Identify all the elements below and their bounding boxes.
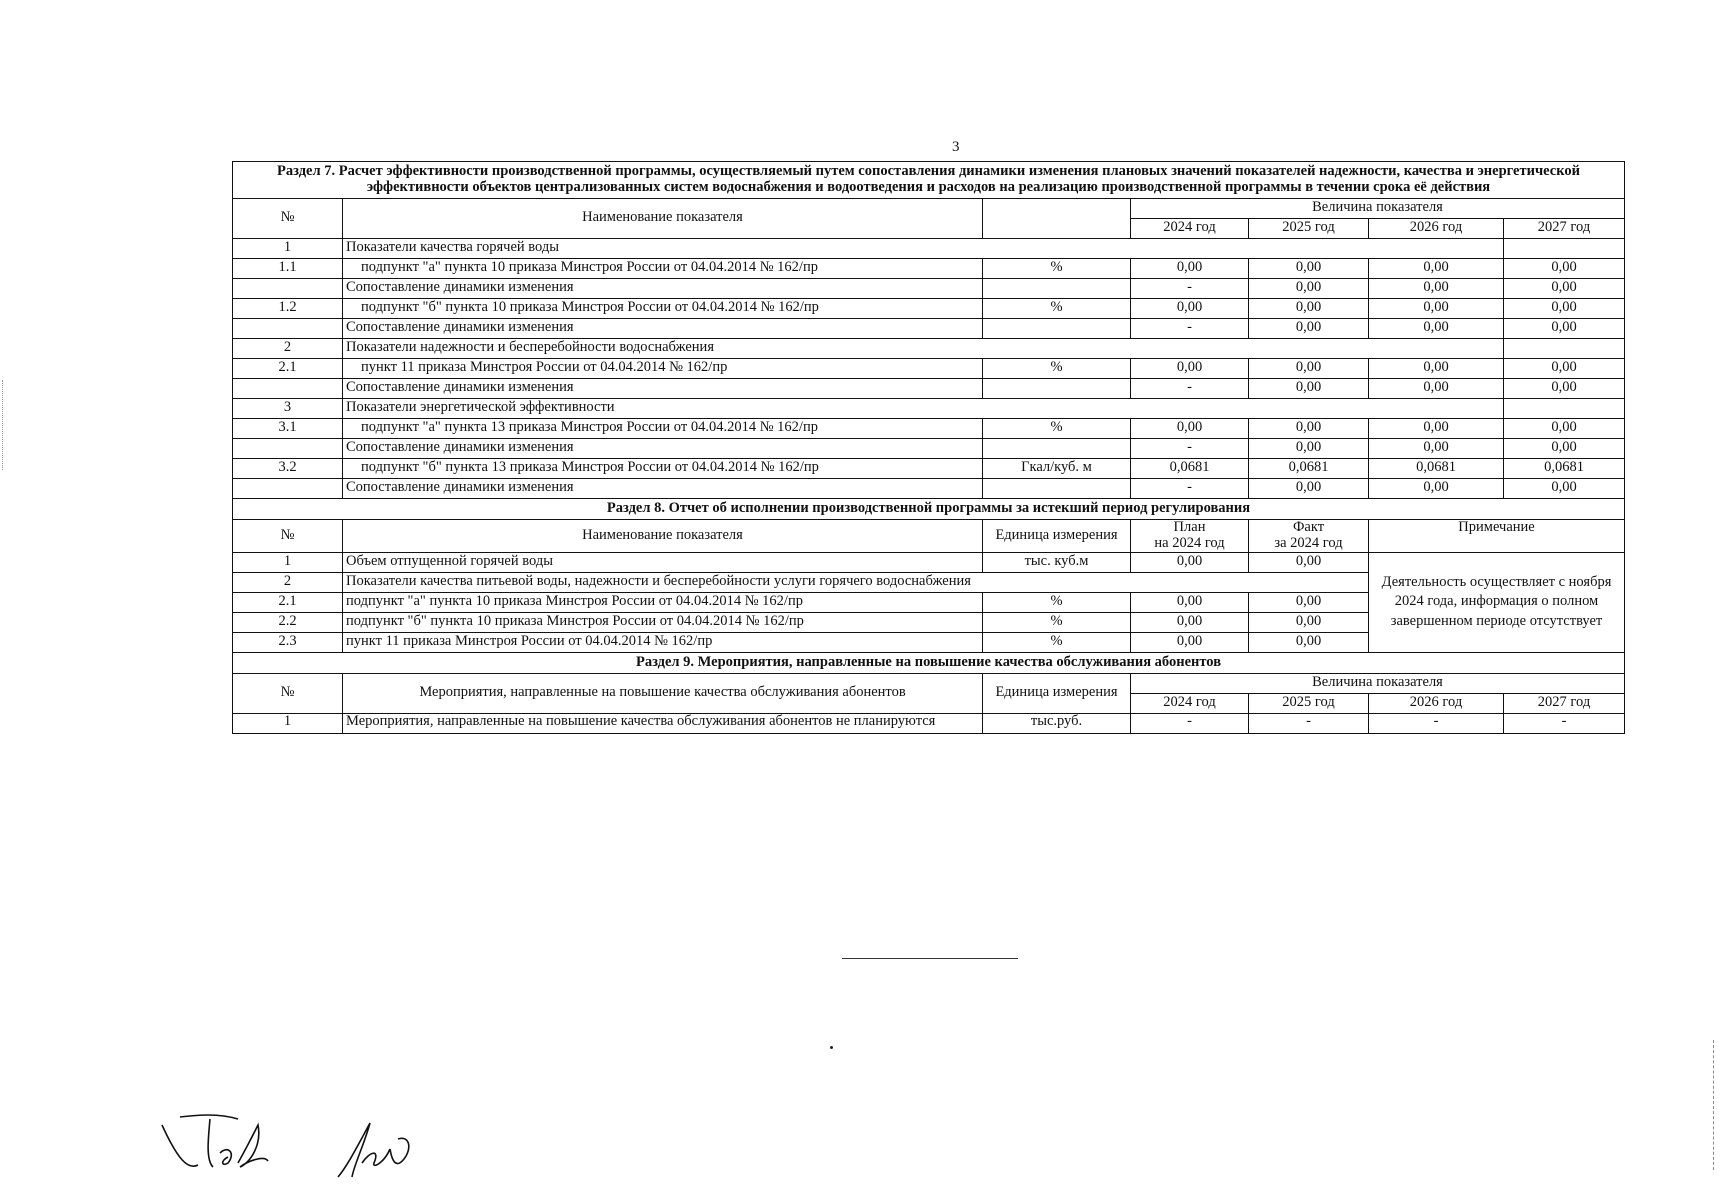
row-num bbox=[233, 378, 343, 398]
section7-title-row bbox=[233, 162, 1625, 199]
plan-cell: 0,00 bbox=[1131, 632, 1249, 652]
group-name: Показатели энергетической эффективности bbox=[343, 398, 1504, 418]
value-cell: 0,00 bbox=[1249, 278, 1369, 298]
value-cell: 0,00 bbox=[1504, 278, 1625, 298]
group-name: Показатели качества питьевой воды, надежности и бесперебойности услуги горячего водоснабжения bbox=[343, 572, 1369, 592]
col-header-name: Мероприятия, направленные на повышение качества обслуживания абонентов bbox=[343, 673, 983, 713]
row-num: 2.1 bbox=[233, 592, 343, 612]
value-cell: 0,00 bbox=[1131, 298, 1249, 318]
value-cell: 0,00 bbox=[1369, 478, 1504, 498]
row-unit: тыс.руб. bbox=[983, 713, 1131, 733]
value-cell bbox=[1504, 398, 1625, 418]
row-name: пункт 11 приказа Минстроя России от 04.04.2014 № 162/пр bbox=[343, 358, 983, 378]
col-header-value: Величина показателя bbox=[1131, 198, 1625, 218]
row-name: подпункт "а" пункта 13 приказа Минстроя России от 04.04.2014 № 162/пр bbox=[343, 418, 983, 438]
signature-1 bbox=[162, 1115, 268, 1167]
value-cell: 0,00 bbox=[1369, 438, 1504, 458]
row-name: Мероприятия, направленные на повышение качества обслуживания абонентов не планируются bbox=[343, 713, 983, 733]
stray-dot bbox=[830, 1046, 833, 1049]
value-cell: 0,00 bbox=[1504, 318, 1625, 338]
value-cell bbox=[1504, 338, 1625, 358]
value-cell: 0,00 bbox=[1504, 358, 1625, 378]
row-unit: % bbox=[983, 418, 1131, 438]
group-name: Показатели надежности и бесперебойности водоснабжения bbox=[343, 338, 1504, 358]
col-header-name: Наименование показателя bbox=[343, 198, 983, 238]
fact-cell: 0,00 bbox=[1249, 612, 1369, 632]
row-num: 1 bbox=[233, 552, 343, 572]
value-cell: - bbox=[1131, 378, 1249, 398]
section8-title: Раздел 8. Отчет об исполнении производственной программы за истекший период регулирования bbox=[233, 498, 1625, 519]
row-name: подпункт "а" пункта 10 приказа Минстроя России от 04.04.2014 № 162/пр bbox=[343, 258, 983, 278]
value-cell: - bbox=[1131, 438, 1249, 458]
col-header-value: Величина показателя bbox=[1131, 673, 1625, 693]
value-cell: 0,00 bbox=[1504, 378, 1625, 398]
value-cell: 0,00 bbox=[1504, 478, 1625, 498]
value-cell: 0,00 bbox=[1504, 418, 1625, 438]
year-header: 2025 год bbox=[1249, 218, 1369, 238]
end-divider bbox=[842, 958, 1018, 959]
value-cell: 0,00 bbox=[1249, 378, 1369, 398]
value-cell: 0,00 bbox=[1504, 298, 1625, 318]
row-name: Сопоставление динамики изменения bbox=[343, 378, 983, 398]
header-line: Факт bbox=[1292, 519, 1325, 535]
row-unit bbox=[983, 378, 1131, 398]
row-num: 3.1 bbox=[233, 418, 343, 438]
value-cell: 0,00 bbox=[1249, 298, 1369, 318]
row-name: подпункт "б" пункта 10 приказа Минстроя России от 04.04.2014 № 162/пр bbox=[343, 298, 983, 318]
section9-title: Раздел 9. Мероприятия, направленные на повышение качества обслуживания абонентов bbox=[233, 652, 1625, 673]
table-row bbox=[233, 278, 1625, 298]
row-unit: Гкал/куб. м bbox=[983, 458, 1131, 478]
page-number: 3 bbox=[952, 139, 960, 155]
value-cell: - bbox=[1131, 478, 1249, 498]
section8-header-row bbox=[233, 519, 1625, 552]
year-header: 2026 год bbox=[1369, 218, 1504, 238]
table-row bbox=[233, 552, 1625, 572]
year-header: 2024 год bbox=[1131, 693, 1249, 713]
row-name: подпункт "а" пункта 10 приказа Минстроя России от 04.04.2014 № 162/пр bbox=[343, 592, 983, 612]
section7-title: Раздел 7. Расчет эффективности производственной программы, осуществляемый путем сопоставления динамики изменения плановых значений показателей надежности, качества и энергетической эффективности объектов централизованных систем водоснабжения и водоотведения и расходов на реализацию производственной программы в течении срока её действия bbox=[233, 162, 1625, 199]
row-unit bbox=[983, 438, 1131, 458]
row-num: 1.1 bbox=[233, 258, 343, 278]
row-name: Сопоставление динамики изменения bbox=[343, 318, 983, 338]
row-unit: % bbox=[983, 632, 1131, 652]
handwritten-signatures bbox=[158, 1105, 458, 1185]
value-cell: 0,00 bbox=[1369, 278, 1504, 298]
value-cell: 0,0681 bbox=[1131, 458, 1249, 478]
fact-cell: 0,00 bbox=[1249, 592, 1369, 612]
value-cell: 0,00 bbox=[1249, 258, 1369, 278]
row-name: подпункт "б" пункта 10 приказа Минстроя России от 04.04.2014 № 162/пр bbox=[343, 612, 983, 632]
row-num: 2 bbox=[233, 572, 343, 592]
row-unit: % bbox=[983, 592, 1131, 612]
value-cell: 0,00 bbox=[1249, 438, 1369, 458]
row-num bbox=[233, 318, 343, 338]
value-cell: 0,00 bbox=[1369, 318, 1504, 338]
report-table bbox=[232, 161, 1625, 734]
value-cell bbox=[1504, 238, 1625, 258]
row-num bbox=[233, 278, 343, 298]
scan-edge-left bbox=[2, 380, 4, 470]
scan-edge-right bbox=[1713, 1040, 1715, 1170]
table-row bbox=[233, 713, 1625, 733]
note-cell: Деятельность осуществляет с ноября 2024 года, информация о полном завершенном периоде отсутствует bbox=[1369, 552, 1625, 652]
value-cell: 0,00 bbox=[1504, 438, 1625, 458]
plan-cell: 0,00 bbox=[1131, 592, 1249, 612]
row-num: 2.3 bbox=[233, 632, 343, 652]
year-header: 2026 год bbox=[1369, 693, 1504, 713]
year-header: 2027 год bbox=[1504, 693, 1625, 713]
year-header: 2027 год bbox=[1504, 218, 1625, 238]
col-header-unit: Единица измерения bbox=[983, 519, 1131, 552]
table-row bbox=[233, 458, 1625, 478]
value-cell: 0,00 bbox=[1249, 358, 1369, 378]
value-cell: 0,00 bbox=[1131, 418, 1249, 438]
value-cell: - bbox=[1504, 713, 1625, 733]
row-name: Объем отпущенной горячей воды bbox=[343, 552, 983, 572]
value-cell: 0,00 bbox=[1131, 258, 1249, 278]
section8-title-row bbox=[233, 498, 1625, 519]
row-unit: % bbox=[983, 258, 1131, 278]
table-row bbox=[233, 298, 1625, 318]
table-row bbox=[233, 338, 1625, 358]
value-cell: 0,0681 bbox=[1249, 458, 1369, 478]
table-row bbox=[233, 478, 1625, 498]
signature-2 bbox=[338, 1123, 409, 1177]
table-row bbox=[233, 238, 1625, 258]
row-num bbox=[233, 478, 343, 498]
plan-cell: 0,00 bbox=[1131, 612, 1249, 632]
row-unit bbox=[983, 278, 1131, 298]
row-num bbox=[233, 438, 343, 458]
col-header-num: № bbox=[233, 198, 343, 238]
row-num: 1.2 bbox=[233, 298, 343, 318]
section9-title-row bbox=[233, 652, 1625, 673]
row-unit: % bbox=[983, 612, 1131, 632]
row-unit: тыс. куб.м bbox=[983, 552, 1131, 572]
section7-header-row bbox=[233, 198, 1625, 218]
value-cell: 0,00 bbox=[1369, 358, 1504, 378]
col-header-num: № bbox=[233, 519, 343, 552]
row-name: подпункт "б" пункта 13 приказа Минстроя России от 04.04.2014 № 162/пр bbox=[343, 458, 983, 478]
plan-cell: 0,00 bbox=[1131, 552, 1249, 572]
value-cell: - bbox=[1249, 713, 1369, 733]
table-row bbox=[233, 358, 1625, 378]
section9-header-row bbox=[233, 673, 1625, 693]
value-cell: 0,00 bbox=[1249, 478, 1369, 498]
row-unit: % bbox=[983, 298, 1131, 318]
table-row bbox=[233, 398, 1625, 418]
col-header-plan bbox=[1131, 519, 1249, 552]
value-cell: - bbox=[1131, 318, 1249, 338]
header-line: на 2024 год bbox=[1154, 534, 1225, 551]
row-unit: % bbox=[983, 358, 1131, 378]
row-num: 3 bbox=[233, 398, 343, 418]
table-row bbox=[233, 318, 1625, 338]
fact-cell: 0,00 bbox=[1249, 632, 1369, 652]
row-unit bbox=[983, 478, 1131, 498]
year-header: 2024 год bbox=[1131, 218, 1249, 238]
value-cell: 0,00 bbox=[1369, 378, 1504, 398]
fact-cell: 0,00 bbox=[1249, 552, 1369, 572]
group-name: Показатели качества горячей воды bbox=[343, 238, 1504, 258]
table-row bbox=[233, 258, 1625, 278]
row-name: Сопоставление динамики изменения bbox=[343, 438, 983, 458]
value-cell: - bbox=[1369, 713, 1504, 733]
row-name: пункт 11 приказа Минстроя России от 04.04.2014 № 162/пр bbox=[343, 632, 983, 652]
col-header-name: Наименование показателя bbox=[343, 519, 983, 552]
row-num: 1 bbox=[233, 238, 343, 258]
header-line: План bbox=[1173, 519, 1206, 535]
row-num: 2.2 bbox=[233, 612, 343, 632]
value-cell: 0,00 bbox=[1249, 318, 1369, 338]
row-num: 1 bbox=[233, 713, 343, 733]
table-row bbox=[233, 438, 1625, 458]
value-cell: 0,00 bbox=[1249, 418, 1369, 438]
row-unit bbox=[983, 318, 1131, 338]
value-cell: 0,0681 bbox=[1369, 458, 1504, 478]
row-num: 2.1 bbox=[233, 358, 343, 378]
year-header: 2025 год bbox=[1249, 693, 1369, 713]
value-cell: 0,00 bbox=[1131, 358, 1249, 378]
row-num: 3.2 bbox=[233, 458, 343, 478]
row-num: 2 bbox=[233, 338, 343, 358]
col-header-unit: Единица измерения bbox=[983, 673, 1131, 713]
row-name: Сопоставление динамики изменения bbox=[343, 278, 983, 298]
value-cell: 0,00 bbox=[1369, 418, 1504, 438]
col-header-note: Примечание bbox=[1369, 519, 1625, 552]
row-name: Сопоставление динамики изменения bbox=[343, 478, 983, 498]
col-header-num: № bbox=[233, 673, 343, 713]
value-cell: - bbox=[1131, 713, 1249, 733]
value-cell: - bbox=[1131, 278, 1249, 298]
col-header-unit bbox=[983, 198, 1131, 238]
value-cell: 0,00 bbox=[1369, 258, 1504, 278]
table-row bbox=[233, 418, 1625, 438]
table-row bbox=[233, 378, 1625, 398]
value-cell: 0,00 bbox=[1504, 258, 1625, 278]
value-cell: 0,00 bbox=[1369, 298, 1504, 318]
value-cell: 0,0681 bbox=[1504, 458, 1625, 478]
col-header-fact bbox=[1249, 519, 1369, 552]
header-line: за 2024 год bbox=[1274, 534, 1343, 551]
